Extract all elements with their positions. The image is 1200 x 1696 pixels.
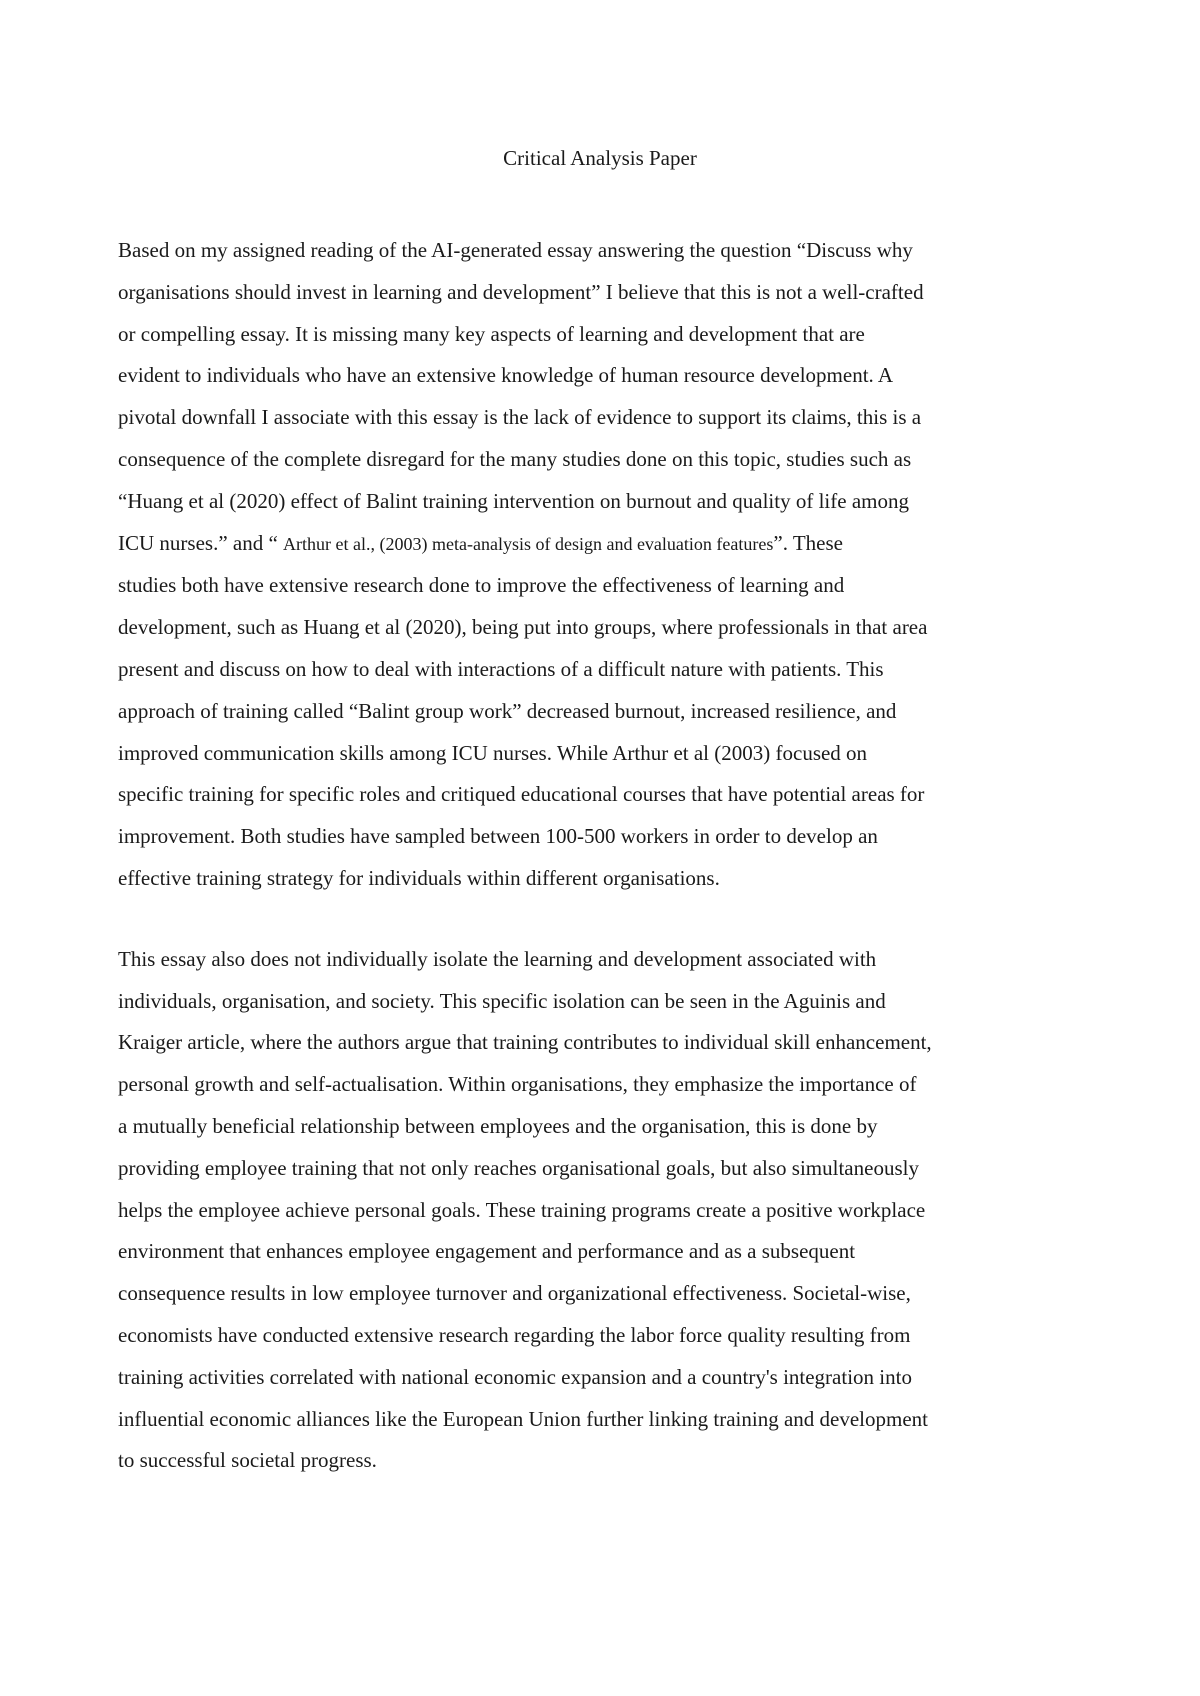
text-line: organisations should invest in learning and development” I believe that this is not a well-crafted xyxy=(118,279,924,304)
text-line-with-citation xyxy=(118,523,1068,566)
text-line: Based on my assigned reading of the AI-generated essay answering the question “Discuss why xyxy=(118,238,913,262)
text-line: studies both have extensive research done to improve the effectiveness of learning and xyxy=(118,573,845,598)
text-line: improved communication skills among ICU nurses. While Arthur et al (2003) focused on xyxy=(118,740,868,765)
text-line: providing employee training that not only reaches organisational goals, but also simultaneously xyxy=(118,1155,919,1180)
text-segment: ”. These xyxy=(773,530,843,555)
text-line: improvement. Both studies have sampled between 100-500 workers in order to develop an xyxy=(118,824,878,849)
text-line: influential economic alliances like the European Union further linking training and development xyxy=(118,1406,928,1431)
text-line: helps the employee achieve personal goals. These training programs create a positive workplace xyxy=(118,1197,926,1222)
paragraph-2 xyxy=(118,939,1068,1482)
text-line: present and discuss on how to deal with interactions of a difficult nature with patients. This xyxy=(118,656,884,681)
document-body xyxy=(118,230,1068,1482)
text-line: Kraiger article, where the authors argue that training contributes to individual skill enhancement, xyxy=(118,1030,932,1055)
text-line: environment that enhances employee engagement and performance and as a subsequent xyxy=(118,1239,856,1264)
text-line: personal growth and self-actualisation. Within organisations, they emphasize the importance of xyxy=(118,1072,917,1097)
text-line: effective training strategy for individuals within different organisations. xyxy=(118,865,720,890)
text-segment: ICU nurses.” and “ xyxy=(118,530,284,555)
paragraph-1 xyxy=(118,230,1068,900)
text-line: consequence of the complete disregard for the many studies done on this topic, studies such as xyxy=(118,446,912,471)
text-line: to successful societal progress. xyxy=(118,1448,377,1473)
text-line: specific training for specific roles and critiqued educational courses that have potential areas for xyxy=(118,782,925,807)
text-line: development, such as Huang et al (2020), being put into groups, where professionals in that area xyxy=(118,615,928,640)
text-line: consequence results in low employee turnover and organizational effectiveness. Societal-wise, xyxy=(118,1281,911,1306)
text-line: or compelling essay. It is missing many key aspects of learning and development that are xyxy=(118,321,865,346)
text-line: This essay also does not individually isolate the learning and development associated with xyxy=(118,946,877,971)
text-line: training activities correlated with national economic expansion and a country's integration into xyxy=(118,1364,912,1389)
text-line: evident to individuals who have an extensive knowledge of human resource development. A xyxy=(118,363,894,388)
text-line: “Huang et al (2020) effect of Balint training intervention on burnout and quality of life among xyxy=(118,488,909,513)
text-line: approach of training called “Balint group work” decreased burnout, increased resilience, and xyxy=(118,698,897,723)
text-line: pivotal downfall I associate with this essay is the lack of evidence to support its claims, this is a xyxy=(118,405,922,430)
text-line: individuals, organisation, and society. This specific isolation can be seen in the Aguinis and xyxy=(118,988,886,1013)
text-line: a mutually beneficial relationship between employees and the organisation, this is done by xyxy=(118,1113,878,1138)
text-line: economists have conducted extensive research regarding the labor force quality resulting from xyxy=(118,1322,911,1347)
citation-text: Arthur et al., (2003) meta-analysis of design and evaluation features xyxy=(283,533,774,554)
page-title: Critical Analysis Paper xyxy=(503,146,697,170)
